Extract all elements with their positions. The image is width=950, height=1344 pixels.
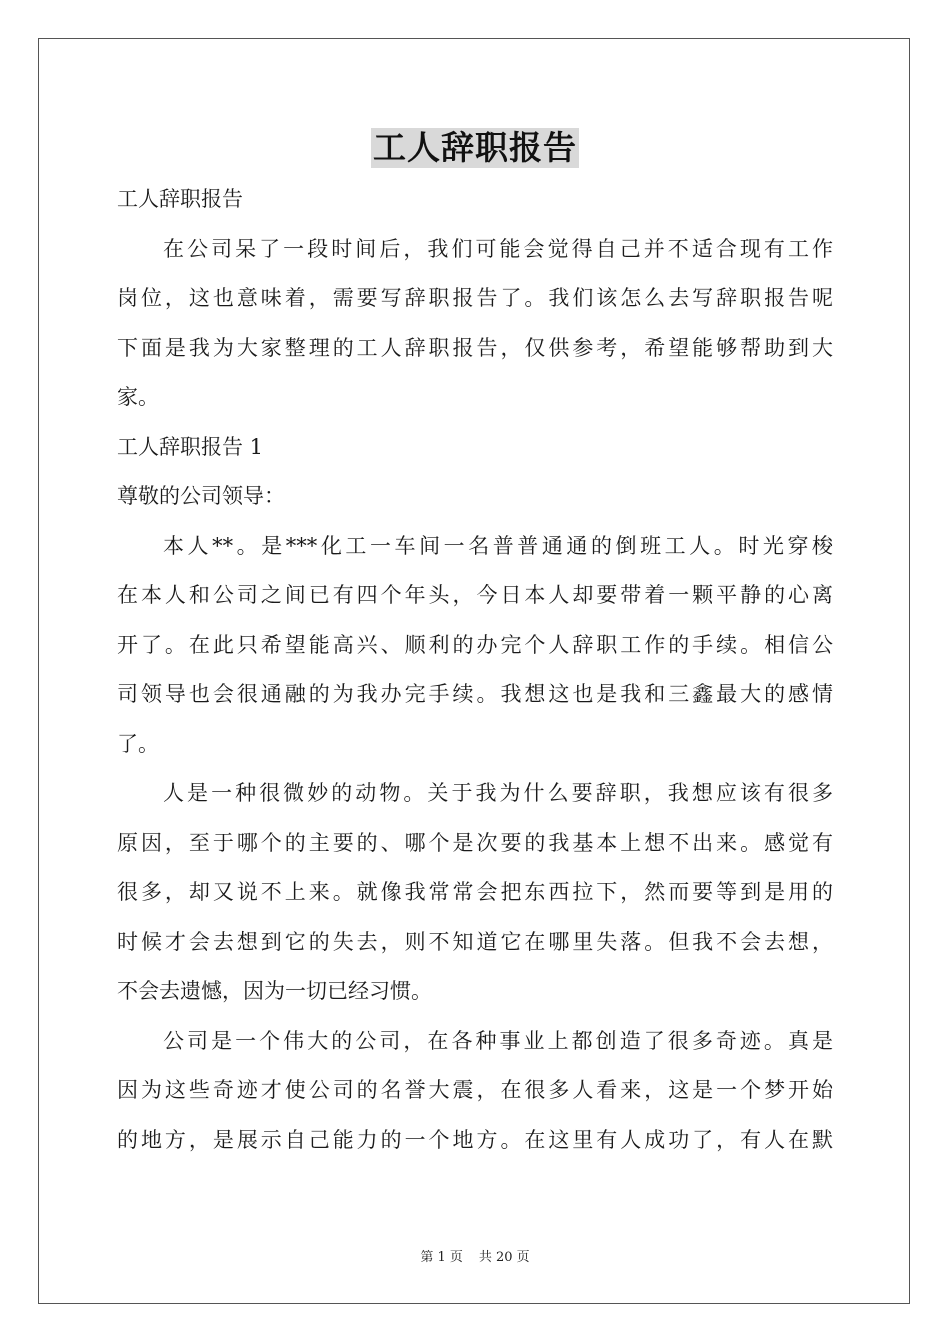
text-line: 本人**。是***化工一车间一名普普通通的倒班工人。时光穿梭	[163, 533, 833, 558]
text-line: 时候才会去想到它的失去，则不知道它在哪里失落。但我不会去想，	[117, 929, 833, 954]
text-line: 尊敬的公司领导：	[117, 484, 285, 508]
text-line: 人是一种很微妙的动物。关于我为什么要辞职，我想应该有很多	[163, 781, 833, 805]
text-line: 原因，至于哪个的主要的、哪个是次要的我基本上想不出来。感觉有	[117, 830, 833, 855]
text-line: 家。	[117, 385, 159, 409]
text-line: 岗位，这也意味着，需要写辞职报告了。我们该怎么去写辞职报告呢	[117, 286, 833, 310]
text-line: 很多，却又说不上来。就像我常常会把东西拉下，然而要等到是用的	[117, 880, 833, 904]
page-number: 第 1 页	[420, 1250, 463, 1265]
text-line: 了。	[117, 731, 159, 756]
text-line: 在本人和公司之间已有四个年头，今日本人却要带着一颗平静的心离	[117, 583, 833, 607]
page-total: 共 20 页	[478, 1250, 530, 1265]
text-line: 公司是一个伟大的公司，在各种事业上都创造了很多奇迹。真是	[163, 1028, 833, 1053]
text-line: 因为这些奇迹才使公司的名誉大震，在很多人看来，这是一个梦开始	[117, 1078, 833, 1102]
text-line: 不会去遗憾，因为一切已经习惯。	[117, 979, 432, 1003]
text-line: 司领导也会很通融的为我办完手续。我想这也是我和三鑫最大的感情	[117, 682, 833, 706]
text-line: 的地方，是展示自己能力的一个地方。在这里有人成功了，有人在默	[117, 1127, 833, 1152]
text-line: 开了。在此只希望能高兴、顺利的办完个人辞职工作的手续。相信公	[117, 632, 833, 657]
text-line: 工人辞职报告	[117, 187, 243, 211]
text-line: 工人辞职报告 1	[117, 434, 264, 459]
document-title: 工人辞职报告	[373, 128, 577, 167]
text-line: 下面是我为大家整理的工人辞职报告，仅供参考，希望能够帮助到大	[117, 335, 833, 360]
document-body	[117, 175, 833, 1165]
title-container	[0, 128, 950, 168]
page-footer	[0, 1246, 950, 1265]
text-line: 在公司呆了一段时间后，我们可能会觉得自己并不适合现有工作	[163, 236, 833, 261]
